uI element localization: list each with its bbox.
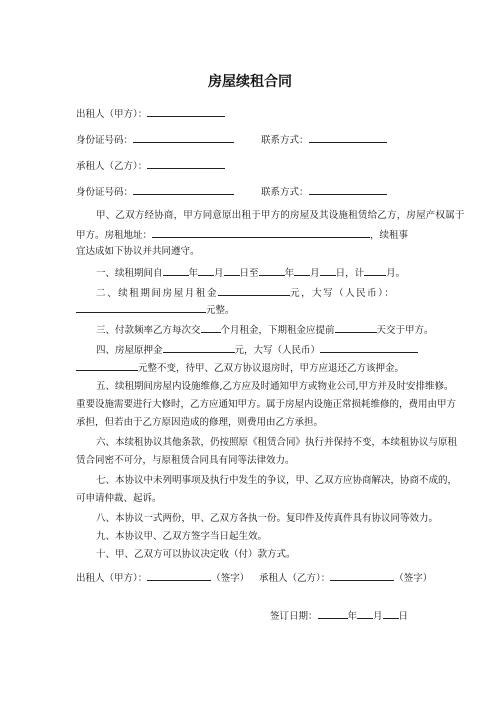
rent-capital-blank[interactable] xyxy=(76,302,206,313)
month-label: 月 xyxy=(214,268,224,279)
clause-2-line-2 xyxy=(76,302,235,317)
sign-month-blank[interactable] xyxy=(357,608,373,619)
total-months-blank[interactable] xyxy=(364,265,386,276)
advance-label: 个月租金，下期租金应提前 xyxy=(220,325,335,336)
lessor-sign-note: （签字） xyxy=(211,573,250,584)
end-day-blank[interactable] xyxy=(320,265,336,276)
start-day-blank[interactable] xyxy=(224,265,240,276)
deposit-capital-blank-1[interactable] xyxy=(320,342,418,353)
lessee-signature-label: 承租人（乙方）： xyxy=(259,573,331,584)
lessor-contact-label: 联系方式： xyxy=(261,135,309,146)
clause-10: 十、甲、乙双方可以协议决定收（付）款方式。 xyxy=(96,549,296,560)
clause-4-line-2 xyxy=(76,360,404,375)
address-blank[interactable] xyxy=(152,227,370,238)
sign-day-blank[interactable] xyxy=(383,608,399,619)
preamble-line-2 xyxy=(76,227,408,242)
clause-3 xyxy=(96,322,434,337)
lessor-blank[interactable] xyxy=(147,106,225,117)
year-label: 年 xyxy=(188,268,199,279)
day-to-label: 日至 xyxy=(239,268,259,279)
lessor-label: 出租人（甲方）： xyxy=(76,109,148,120)
preamble-line-3: 宜达成如下协议并共同遵守。 xyxy=(76,246,200,257)
clause-1-text: 一、续租期间自 xyxy=(96,268,163,279)
clause-7-line-1: 七、本协议中未列明事项及执行中发生的争议，甲、乙双方应协商解决，协商不成的， xyxy=(96,475,458,486)
lessee-signature xyxy=(259,570,432,585)
lessee-signature-blank[interactable] xyxy=(330,570,394,581)
sign-year-blank[interactable] xyxy=(318,608,348,619)
lessor-signature-blank[interactable] xyxy=(147,570,211,581)
lessee-contact-blank[interactable] xyxy=(309,184,387,195)
clause-9: 九、本协议甲、乙双方签字当日起生效。 xyxy=(96,531,268,542)
lessor-contact-field xyxy=(261,132,387,147)
lessee-id-label: 身份证号码： xyxy=(76,187,134,198)
clause-2-text: 二、续租期间房屋月租金 xyxy=(96,288,219,299)
preamble-line-2-tail: ，续租事 xyxy=(370,230,409,241)
year-label: 年 xyxy=(284,268,295,279)
advance-days-blank[interactable] xyxy=(335,322,377,333)
lessee-field xyxy=(76,158,225,173)
monthly-rent-blank[interactable] xyxy=(218,285,290,296)
lessor-field xyxy=(76,106,225,121)
year-label: 年 xyxy=(347,611,358,622)
document-title: 房屋续租合同 xyxy=(208,74,292,90)
start-month-blank[interactable] xyxy=(198,265,214,276)
lessee-id-blank[interactable] xyxy=(133,184,234,195)
clause-4-line-1 xyxy=(96,342,418,357)
deposit-capital-label: 元，大写（人民币） xyxy=(234,345,321,356)
lessor-id-label: 身份证号码： xyxy=(76,135,134,146)
start-year-blank[interactable] xyxy=(163,265,189,276)
month-label: 月 xyxy=(373,611,383,622)
clause-4-tail: 元整不变，待甲、乙双方协议退房时，甲方应退还乙方该押金。 xyxy=(138,363,405,374)
deposit-capital-blank-2[interactable] xyxy=(76,360,138,371)
clause-6-line-1: 六、本续租协议其他条款，仍按照原《租赁合同》执行并保持不变，本续租协议与原租 xyxy=(96,437,458,448)
lessee-label: 承租人（乙方）： xyxy=(76,161,148,172)
day-label: 日 xyxy=(398,611,409,622)
clause-5-line-1: 五、续租期间房屋内设施维修,乙方应及时通知甲方或物业公司,甲方并及时安排维修。 xyxy=(96,381,454,392)
total-label: 日，计 xyxy=(335,268,365,279)
clause-5-line-3: 承担，但若由于乙方原因造成的修理，则费用由乙方承担。 xyxy=(76,417,324,428)
month-end-label: 月。 xyxy=(386,268,406,279)
clause-8: 八、本协议一式两份，甲、乙双方各执一份。复印件及传真件具有协议同等效力。 xyxy=(96,513,439,524)
clause-3-text: 三、付款频率乙方每次交 xyxy=(96,325,201,336)
lessee-sign-note: （签字） xyxy=(394,573,433,584)
lessee-blank[interactable] xyxy=(147,158,225,169)
lessee-id-field xyxy=(76,184,234,199)
clause-1 xyxy=(96,265,405,280)
end-year-blank[interactable] xyxy=(259,265,285,276)
preamble-line-1: 甲、乙双方经协商，甲方同意原出租于甲方的房屋及其设施租赁给乙方，房屋产权属于 xyxy=(96,210,465,221)
lessor-id-blank[interactable] xyxy=(133,132,234,143)
lessor-id-field xyxy=(76,132,234,147)
address-label: 甲方。房租地址： xyxy=(76,230,153,241)
clause-4-text: 四、房屋原押金 xyxy=(96,345,163,356)
signing-date xyxy=(270,608,408,623)
rent-capital-label: 元，大写（人民币）： xyxy=(290,288,396,299)
rent-unit-label: 元整。 xyxy=(206,305,235,316)
lessor-signature-label: 出租人（甲方）： xyxy=(76,573,148,584)
lessor-contact-blank[interactable] xyxy=(309,132,387,143)
lessee-contact-label: 联系方式： xyxy=(261,187,309,198)
deposit-blank[interactable] xyxy=(163,342,235,353)
clause-2-line-1 xyxy=(96,285,395,300)
lessee-contact-field xyxy=(261,184,387,199)
signing-date-label: 签订日期： xyxy=(270,611,318,622)
clause-7-line-2: 可申请仲裁、起诉。 xyxy=(76,493,162,504)
lessor-signature xyxy=(76,570,249,585)
pay-to-label: 天交于甲方。 xyxy=(376,325,434,336)
payment-months-blank[interactable] xyxy=(201,322,221,333)
end-month-blank[interactable] xyxy=(294,265,310,276)
clause-5-line-2: 重要设施需要进行大修时，乙方应通知甲方。属于房屋内设施正常损耗维修的，费用由甲方 xyxy=(76,399,457,410)
month-label: 月 xyxy=(310,268,320,279)
clause-6-line-2: 赁合同密不可分，与原租赁合同具有同等法律效力。 xyxy=(76,455,295,466)
